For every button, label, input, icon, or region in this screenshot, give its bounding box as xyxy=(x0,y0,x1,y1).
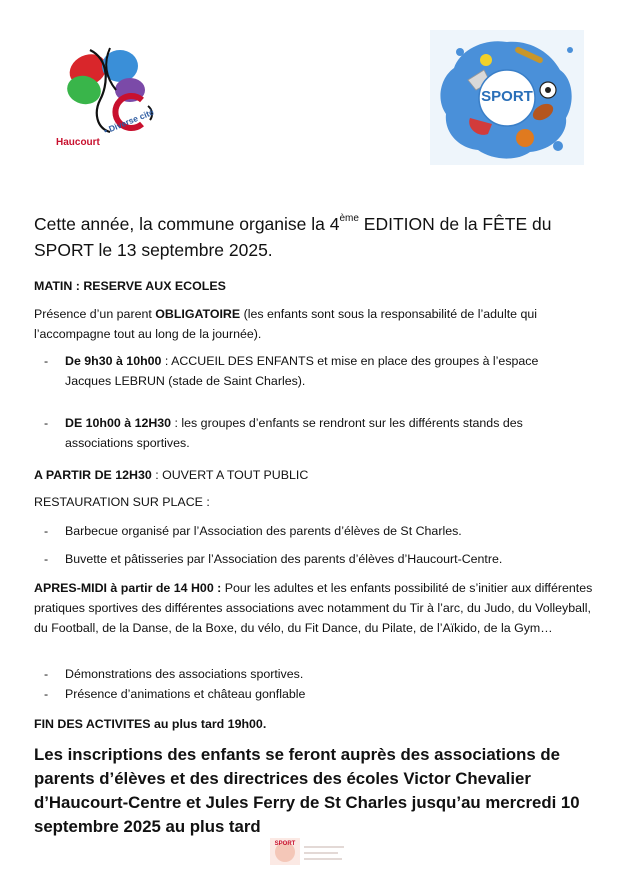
fin-text: au plus tard 19h00. xyxy=(150,717,267,731)
presence-pre: Présence d’un parent xyxy=(34,307,156,321)
intro-paragraph xyxy=(34,211,594,263)
list-item xyxy=(44,549,584,569)
closing-paragraph: Les inscriptions des enfants se feront auprès des associations de parents d’élèves et des directrices des écoles Victor Chevalier d’Haucourt-Centre et Jules Ferry de St Charles jusqu’au mercredi 10 septembre 2025 au plus tard xyxy=(34,745,580,836)
fin-bold: FIN DES ACTIVITES xyxy=(34,717,151,731)
restauration-item: Barbecue organisé par l’Association des parents d’élèves de St Charles. xyxy=(65,524,462,538)
list-item xyxy=(44,664,584,684)
list-item xyxy=(44,351,584,391)
sport-badge-text: SPORT xyxy=(481,88,533,105)
apresmidi-paragraph xyxy=(34,578,594,638)
restauration-item: Buvette et pâtisseries par l’Association des parents d’élèves d’Haucourt-Centre. xyxy=(65,552,503,566)
apresmidi-item: Démonstrations des associations sportives. xyxy=(65,667,304,681)
bullet-dash: - xyxy=(44,687,49,701)
schedule-text: : ACCUEIL DES ENFANTS et mise en place des groupes à l’espace Jacques LEBRUN (stade de Saint Charles). xyxy=(65,354,539,388)
restauration-heading: RESTAURATION SUR PLACE : xyxy=(34,495,210,509)
fin-line xyxy=(34,714,594,734)
diverse-cite-logo-text: • Diverse cité xyxy=(102,106,156,136)
bullet-dash: - xyxy=(44,667,49,681)
list-item xyxy=(44,521,584,541)
bullet-dash: - xyxy=(44,416,49,430)
intro-text-a: Cette année, la commune organise la 4 xyxy=(34,214,340,234)
bullet-dash: - xyxy=(44,552,49,566)
intro-superscript: ème xyxy=(339,213,359,225)
footer-thumbnail xyxy=(270,838,348,865)
presence-bold: OBLIGATOIRE xyxy=(155,307,241,321)
haucourt-logo-text: Haucourt xyxy=(56,137,100,148)
haucourt-logo xyxy=(50,40,170,160)
apresmidi-item: Présence d’animations et château gonflable xyxy=(65,687,306,701)
apartir-bold: A PARTIR DE 12H30 xyxy=(34,468,152,482)
apresmidi-bold: APRES-MIDI à partir de 14 H00 : xyxy=(34,581,222,595)
presence-paragraph xyxy=(34,304,594,344)
apartir-text: : OUVERT A TOUT PUBLIC xyxy=(151,468,309,482)
list-item xyxy=(44,684,584,704)
apresmidi-text: Pour les adultes et les enfants possibilité de s’initier aux différentes pratiques sportives des différentes associations avec notamment du Tir à l’arc, du Judo, du Volleyball, du Football, de la Danse, de la Boxe, du vélo, du Fit Dance, du Pilate, de l’Aïkido, de la Gym… xyxy=(34,581,593,635)
bullet-dash: - xyxy=(44,354,49,368)
intro-text-b: EDITION de la FÊTE du SPORT le 13 septembre 2025. xyxy=(34,214,552,260)
schedule-time: DE 10h00 à 12H30 xyxy=(65,416,172,430)
sport-logo xyxy=(430,30,584,165)
thumb-badge-text: SPORT xyxy=(274,841,296,847)
presence-post: (les enfants sont sous la responsabilité de l’adulte qui l’accompagne tout au long de la journée). xyxy=(34,307,538,341)
list-item xyxy=(44,413,584,453)
schedule-text: : les groupes d’enfants se rendront sur les différents stands des associations sportives. xyxy=(65,416,523,450)
bullet-dash: - xyxy=(44,524,49,538)
matin-heading: MATIN : RESERVE AUX ECOLES xyxy=(34,279,226,293)
schedule-time: De 9h30 à 10h00 xyxy=(65,354,162,368)
apartir-line xyxy=(34,465,594,485)
